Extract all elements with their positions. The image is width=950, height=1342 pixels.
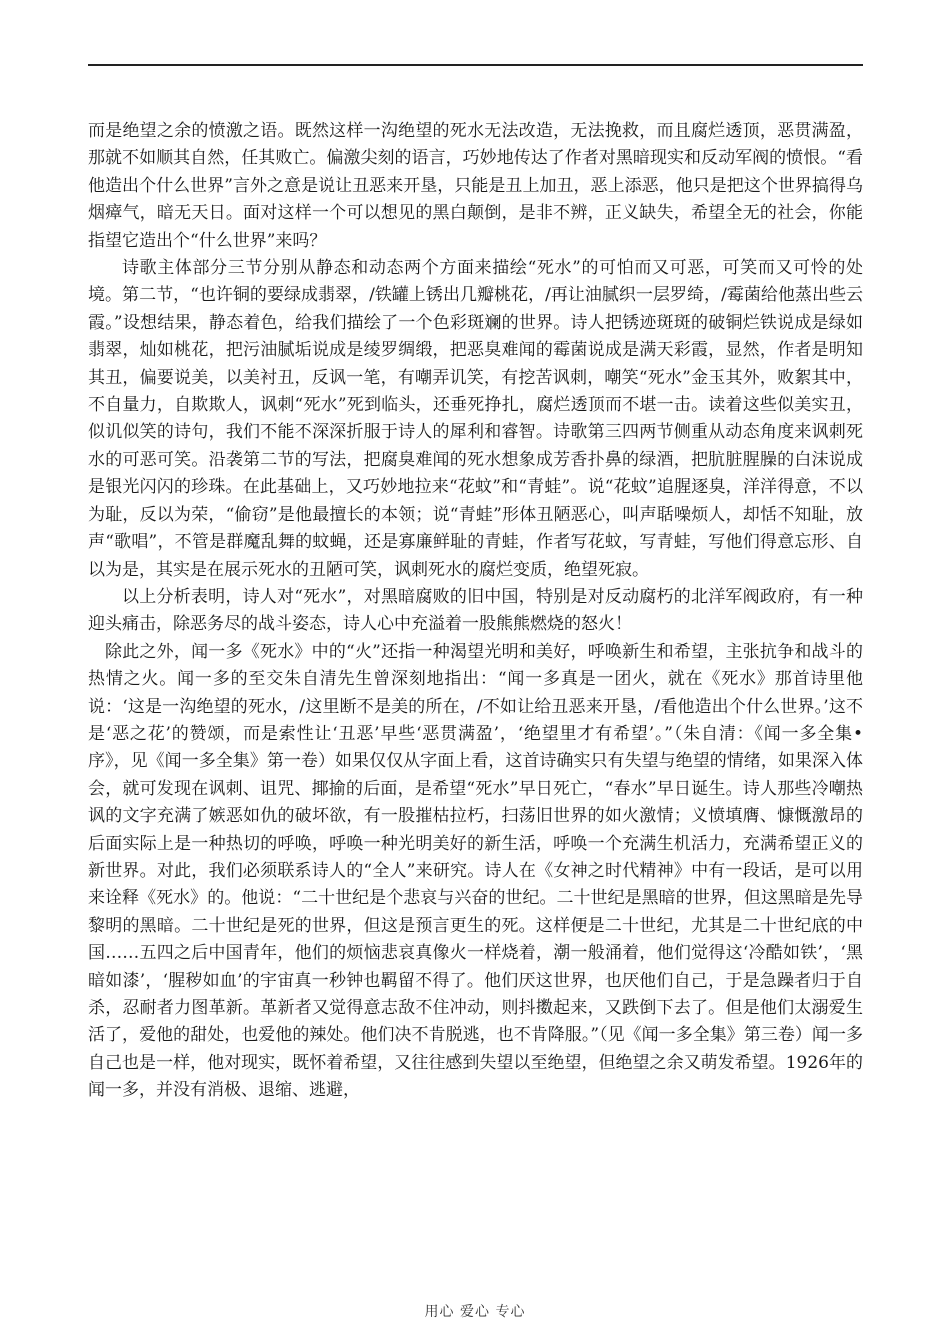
paragraph-4: 除此之外，闻一多《死水》中的“火”还指一种渴望光明和美好，呼唤新生和希望，主张抗争和战斗的热情之火。闻一多的至交朱自清先生曾深刻地指出：“闻一多真是一团火，就在《死水》那首诗里他说：‘这是一沟绝望的死水，/这里断不是美的所在，/不如让给丑恶来开垦，/看他造出个什么世界。’这不是‘恶之花’的赞颂，而是索性让‘丑恶’早些‘恶贯满盈’，‘绝望里才有希望’。”（朱自清：《闻一多全集•序》，见《闻一多全集》第一卷）如果仅仅从字面上看，这首诗确实只有失望与绝望的情绪，如果深入体会，就可发现在讽刺、诅咒、揶揄的后面，是希望“死水”早日死亡，“春水”早日诞生。诗人那些冷嘲热讽的文字充满了嫉恶如仇的破坏欲，有一股摧枯拉朽，扫荡旧世界的如火激情；义愤填膺、慷慨激昂的后面实际上是一种热切的呼唤，呼唤一种光明美好的新生活，呼唤一个充满生机活力，充满希望正义的新世界。对此，我们必须联系诗人的“全人”来研究。诗人在《女神之时代精神》中有一段话，是可以用来诠释《死水》的。他说：“二十世纪是个悲哀与兴奋的世纪。二十世纪是黑暗的世界，但这黑暗是先导黎明的黑暗。二十世纪是死的世界，但这是预言更生的死。这样便是二十世纪，尤其是二十世纪底的中国……五四之后中国青年，他们的烦恼悲哀真像火一样烧着，潮一般涌着，他们觉得这‘冷酷如铁’，‘黑暗如漆’，‘腥秽如血’的宇宙真一秒钟也羁留不得了。他们厌这世界，也厌他们自己，于是急躁者归于自杀，忍耐者力图革新。革新者又觉得意志敌不住冲动，则抖擞起来，又跌倒下去了。但是他们太溺爱生活了，爱他的甜处，也爱他的辣处。他们决不肯脱逃，也不肯降服。”（见《闻一多全集》第三卷）闻一多自己也是一样，他对现实，既怀着希望，又往往感到失望以至绝望，但绝望之余又萌发希望。1926年的闻一多，并没有消极、退缩、逃避，: [88, 641, 863, 1101]
page-footer: 用心 爱心 专心: [424, 1304, 526, 1320]
paragraph-3: 以上分析表明，诗人对“死水”，对黑暗腐败的旧中国，特别是对反动腐朽的北洋军阀政府，有一种迎头痛击，除恶务尽的战斗姿态，诗人心中充溢着一股熊熊燃烧的怒火！: [88, 586, 863, 635]
header-rule: [88, 64, 863, 66]
paragraph-2: 诗歌主体部分三节分别从静态和动态两个方面来描绘“死水”的可怕而又可恶，可笑而又可怜的处境。第二节，“也许铜的要绿成翡翠，/铁罐上锈出几瓣桃花，/再让油腻织一层罗绮，/霉菌给他蒸出些云霞。”设想结果，静态着色，给我们描绘了一个色彩斑斓的世界。诗人把锈迹斑斑的破铜烂铁说成是绿如翡翠，灿如桃花，把污油腻垢说成是绫罗绸缎，把恶臭难闻的霉菌说成是满天彩霞，显然，作者是明知其丑，偏要说美，以美衬丑，反讽一笔，有嘲弄讥笑，有挖苦讽刺，嘲笑“死水”金玉其外，败絮其中，不自量力，自欺欺人，讽刺“死水”死到临头，还垂死挣扎，腐烂透顶而不堪一击。读着这些似美实丑，似讥似笑的诗句，我们不能不深深折服于诗人的犀利和睿智。诗歌第三四两节侧重从动态角度来讽刺死水的可恶可笑。沿袭第二节的写法，把腐臭难闻的死水想象成芳香扑鼻的绿酒，把肮脏腥臊的白沫说成是银光闪闪的珍珠。在此基础上，又巧妙地拉来“花蚊”和“青蛙”。说“花蚊”追腥逐臭，洋洋得意，不以为耻，反以为荣，“偷窃”是他最擅长的本领；说“青蛙”形体丑陋恶心，叫声聒噪烦人，却恬不知耻，放声“歌唱”，不管是群魔乱舞的蚊蝇，还是寡廉鲜耻的青蛙，作者写花蚊，写青蛙，写他们得意忘形、自以为是，其实是在展示死水的丑陋可笑，讽刺死水的腐烂变质，绝望死寂。: [88, 258, 863, 580]
body-text: [88, 118, 863, 1105]
paragraph-1: 而是绝望之余的愤激之语。既然这样一沟绝望的死水无法改造，无法挽救，而且腐烂透顶，恶贯满盈，那就不如顺其自然，任其败亡。偏激尖刻的语言，巧妙地传达了作者对黑暗现实和反动军阀的愤恨。“看他造出个什么世界”言外之意是说让丑恶来开垦，只能是丑上加丑，恶上添恶，他只是把这个世界搞得乌烟瘴气，暗无天日。面对这样一个可以想见的黑白颠倒，是非不辨，正义缺失，希望全无的社会，你能指望它造出个“什么世界”来吗？: [88, 121, 863, 251]
